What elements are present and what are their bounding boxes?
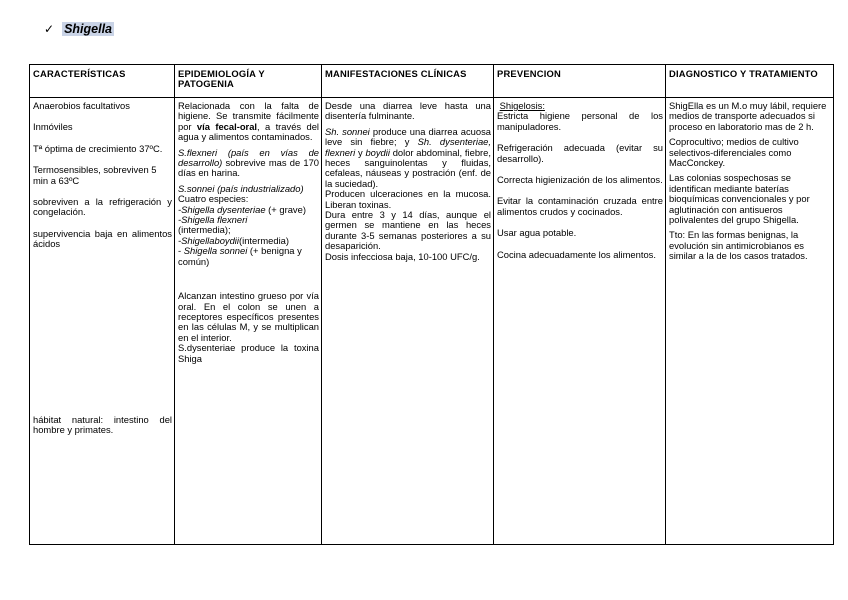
paragraph: Coprocultivo; medios de cultivo selectivos-diferenciales como MacConckey. xyxy=(669,136,799,169)
table-row xyxy=(30,98,834,545)
paragraph: S.flexneri (país en vías de desarrollo) sobrevive mas de 170 días en harina. xyxy=(178,146,319,179)
cell-prevencion xyxy=(494,98,666,545)
text-line: Anaerobios facultativos xyxy=(33,100,130,111)
paragraph: Estricta higiene personal de los manipuladores. xyxy=(497,110,663,132)
paragraph: Dura entre 3 y 14 días, aunque el germen se mantiene en las heces durante 3-5 semanas posteriores a su desaparición. xyxy=(325,209,491,252)
paragraph: Relacionada con la falta de higiene. Se transmite fácilmente por vía fecal-oral, a través del agua y alimentos contaminados. xyxy=(178,100,319,143)
paragraph: Desde una diarrea leve hasta una disentería fulminante. xyxy=(325,100,491,122)
text-line: sobreviven a la refrigeración y congelación. xyxy=(33,196,172,218)
paragraph: Evitar la contaminación cruzada entre alimentos crudos y cocinados. xyxy=(497,195,663,217)
cell-manifestaciones xyxy=(322,98,494,545)
col-header-manifestaciones: MANIFESTACIONES CLÍNICAS xyxy=(322,65,494,98)
col-header-epidemiologia: EPIDEMIOLOGÍA Y PATOGENIA xyxy=(175,65,322,98)
col-header-prevencion: PREVENCION xyxy=(494,65,666,98)
paragraph: S.dysenteriae produce la toxina Shiga xyxy=(178,342,319,364)
heading-title: Shigella xyxy=(64,22,112,36)
paragraph: S.sonnei (país industrializado) Cuatro especies: -Shigella dysenteriae (+ grave) -Shigella flexneri (intermedia); -Shigellaboydii(intermedia) - Shigella sonnei (+ benigna y común) xyxy=(178,182,306,267)
paragraph: Alcanzan intestino grueso por vía oral. En el colon se unen a receptores específicos presentes en las células M, y se multiplican en el interior. xyxy=(178,290,319,343)
check-icon: ✓ xyxy=(44,22,55,36)
paragraph: Sh. sonnei produce una diarrea acuosa leve sin fiebre; y Sh. dysenteriae, flexneri y boydii dolor abdominal, fiebre, heces sanguinolentas y fluidas, cefaleas, náuseas y postración (enf. de la suciedad). xyxy=(325,125,491,189)
paragraph: Producen ulceraciones en la mucosa. Liberan toxinas. xyxy=(325,188,491,210)
text-line: Tª óptima de crecimiento 37ºC. xyxy=(33,142,163,154)
text-line: Inmóviles xyxy=(33,121,73,133)
paragraph: Correcta higienización de los alimentos. xyxy=(497,174,663,186)
paragraph: ShigElla es un M.o muy lábil, requiere medios de transporte adecuados si proceso en laboratorio mas de 2 h. xyxy=(669,100,827,132)
paragraph: Refrigeración adecuada (evitar su desarrollo). xyxy=(497,142,663,164)
section-heading xyxy=(44,22,114,36)
paragraph: Tto: En las formas benignas, la evolución sin antimicrobianos es similar a la de los casos tratados. xyxy=(669,229,808,262)
cell-caracteristicas xyxy=(30,98,175,545)
cell-epidemiologia xyxy=(175,98,322,545)
col-header-diagnostico: DIAGNOSTICO Y TRATAMIENTO xyxy=(666,65,834,98)
table-header-row xyxy=(30,65,834,98)
paragraph: Usar agua potable. xyxy=(497,227,577,239)
paragraph: Cocina adecuadamente los alimentos. xyxy=(497,248,656,260)
text-line: Termosensibles, sobreviven 5 min a 63ºC xyxy=(33,164,157,186)
shigella-table xyxy=(29,64,834,545)
text-line: supervivencia baja en alimentos ácidos xyxy=(33,227,172,250)
paragraph: Dosis infecciosa baja, 10-100 UFC/g. xyxy=(325,250,480,262)
cell-diagnostico xyxy=(666,98,834,545)
paragraph: Las colonias sospechosas se identifican mediante baterías bioquímicas convencionales y por aglutinación con antisueros polivalentes del grupo Shigella. xyxy=(669,172,810,226)
col-header-caracteristicas: CARACTERÍSTICAS xyxy=(30,65,175,98)
text-line: hábitat natural: intestino del hombre y primates. xyxy=(33,413,172,436)
prevencion-label: Shigelosis: xyxy=(499,100,545,111)
